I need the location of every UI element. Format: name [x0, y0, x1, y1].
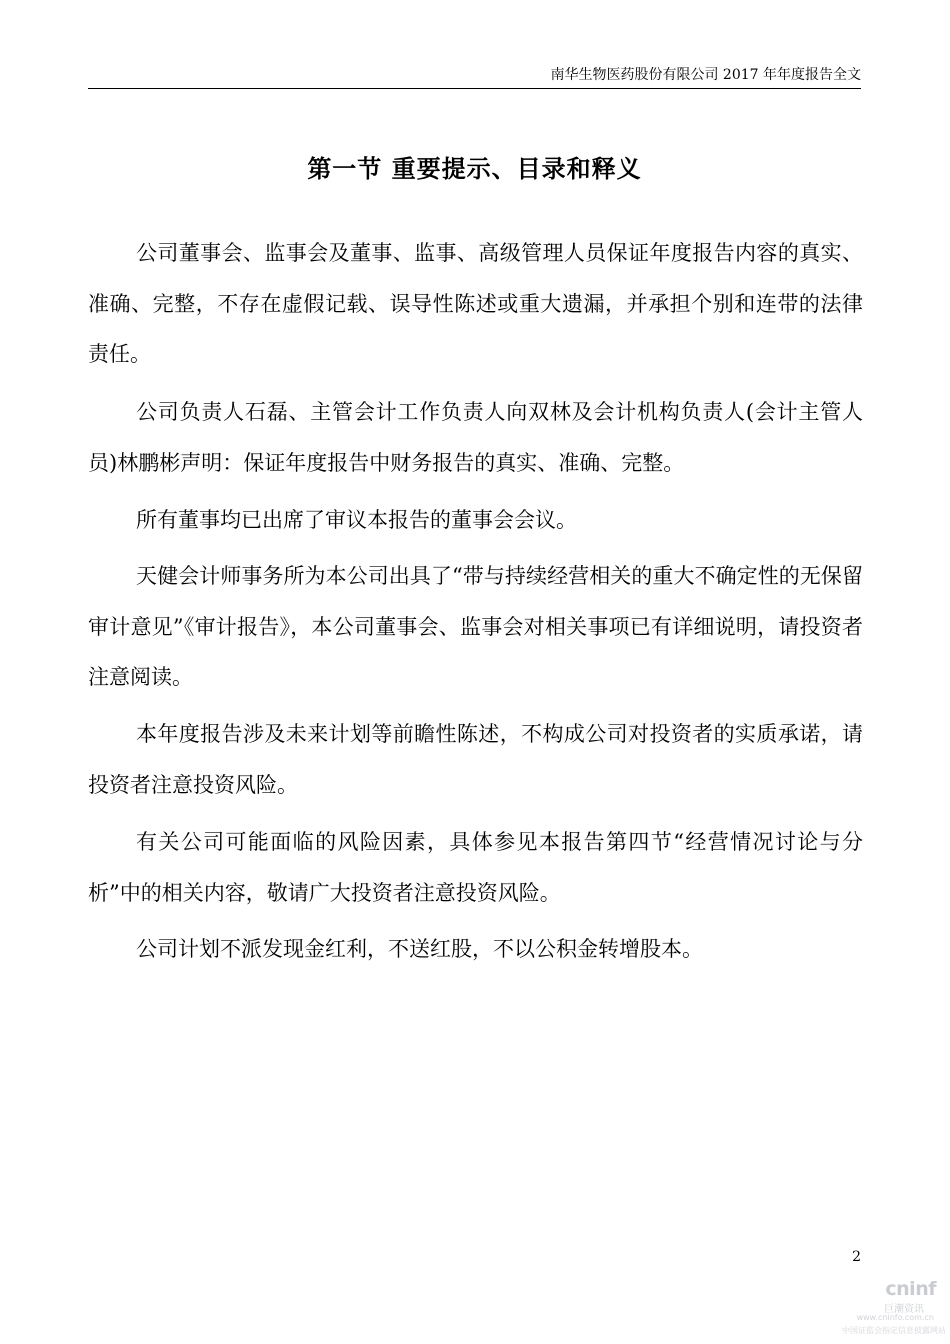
header-rule: [88, 88, 861, 89]
cninfo-subtitle: 巨潮资讯: [884, 1304, 924, 1315]
paragraph-forward-looking: 本年度报告涉及未来计划等前瞻性陈述，不构成公司对投资者的实质承诺，请投资者注意投资风险。: [88, 722, 863, 797]
paragraph-audit-opinion: 天健会计师事务所为本公司出具了“带与持续经营相关的重大不确定性的无保留审计意见”《审计报告》，本公司董事会、监事会对相关事项已有详细说明，请投资者注意阅读。: [88, 564, 863, 689]
paragraph-board-attendance: 所有董事均已出席了审议本报告的董事会会议。: [136, 508, 577, 532]
cninfo-url: www.cninfo.com.cn: [856, 1313, 934, 1322]
paragraph-dividend-plan: 公司计划不派发现金红利，不送红股，不以公积金转增股本。: [136, 937, 703, 961]
section-title: 第一节 重要提示、目录和释义: [307, 154, 642, 183]
paragraph-risk-factors: 有关公司可能面临的风险因素，具体参见本报告第四节“经营情况讨论与分析”中的相关内容，敬请广大投资者注意投资风险。: [88, 830, 863, 905]
page-number: 2: [852, 1249, 861, 1265]
cninfo-logo: cninf: [885, 1278, 936, 1300]
running-header: 南华生物医药股份有限公司 2017 年年度报告全文: [550, 67, 861, 83]
paragraph-officer-declaration: 公司负责人石磊、主管会计工作负责人向双林及会计机构负责人(会计主管人员)林鹏彬声明：保证年度报告中财务报告的真实、准确、完整。: [88, 400, 863, 475]
cninfo-org: 中国证监会指定信息披露网站: [842, 1326, 946, 1335]
paragraph-responsibility-statement: 公司董事会、监事会及董事、监事、高级管理人员保证年度报告内容的真实、准确、完整，不存在虚假记载、误导性陈述或重大遗漏，并承担个别和连带的法律责任。: [88, 241, 863, 366]
cninfo-watermark: [838, 1278, 948, 1340]
